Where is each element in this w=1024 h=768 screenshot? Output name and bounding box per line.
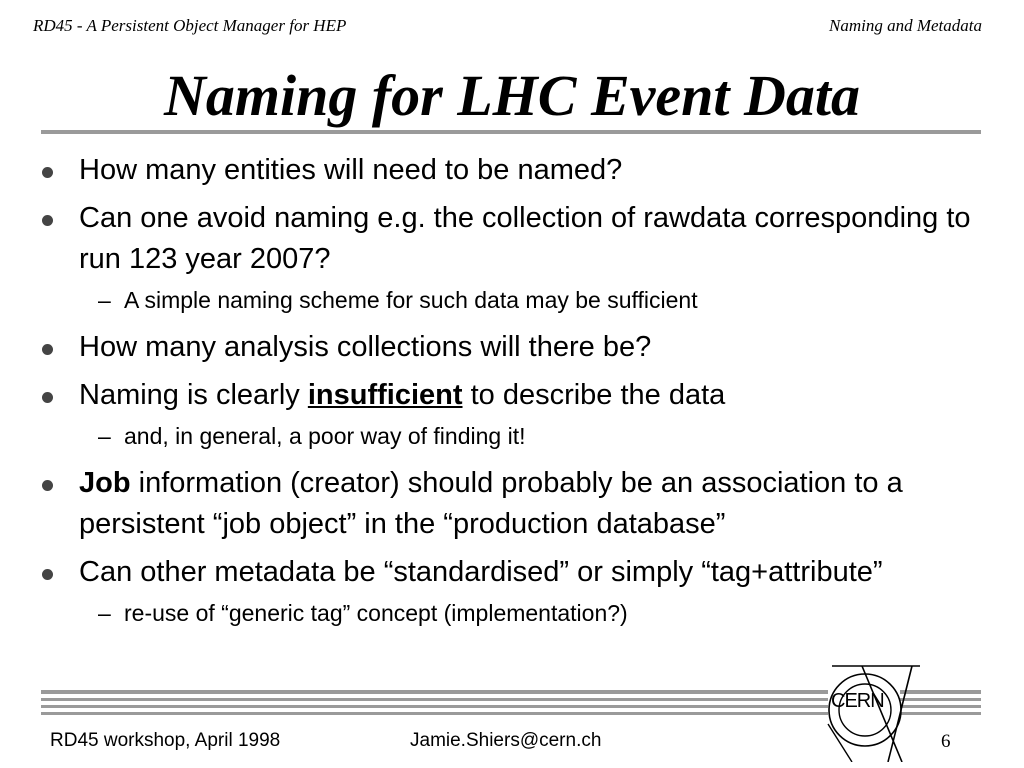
page-number: 6: [941, 731, 951, 752]
bullet-item: [0, 327, 1024, 368]
bullet-dot-icon: [42, 167, 53, 178]
bold-word: Job: [79, 467, 131, 499]
sub-bullet-text: A simple naming scheme for such data may be sufficient: [124, 287, 698, 313]
sub-bullet-item: [0, 285, 1024, 315]
emphasized-word: insufficient: [307, 379, 463, 411]
bullet-text: Can other metadata be “standardised” or simply “tag+attribute”: [79, 556, 883, 588]
bullet-dot-icon: [42, 344, 53, 355]
footer-left-text: RD45 workshop, April 1998: [50, 730, 281, 751]
cern-logo-text: CERN: [831, 690, 884, 712]
bullet-dot-icon: [42, 569, 53, 580]
title-divider: [41, 130, 981, 134]
sub-bullet-dash: –: [98, 287, 111, 313]
bullet-text-post: to describe the data: [462, 379, 726, 411]
sub-bullet-dash: –: [98, 600, 111, 626]
bullet-item: [0, 198, 1024, 280]
sub-bullet-dash: –: [98, 423, 111, 449]
bullet-item: [0, 375, 1024, 416]
bullet-text: How many analysis collections will there be?: [79, 331, 652, 363]
bullet-dot-icon: [42, 215, 53, 226]
bullet-dot-icon: [42, 480, 53, 491]
sub-bullet-text: re-use of “generic tag” concept (implementation?): [124, 600, 628, 626]
bullet-dot-icon: [42, 392, 53, 403]
footer-email: Jamie.Shiers@cern.ch: [410, 730, 602, 751]
sub-bullet-text: and, in general, a poor way of finding it!: [124, 423, 526, 449]
bullet-item: [0, 463, 1024, 545]
slide-title: Naming for LHC Event Data: [163, 63, 861, 128]
header-right-text: Naming and Metadata: [829, 16, 982, 35]
bullet-text-pre: Naming is clearly: [79, 379, 308, 411]
header-left-text: RD45 - A Persistent Object Manager for HEP: [33, 16, 347, 35]
sub-bullet-item: [0, 598, 1024, 628]
sub-bullet-item: [0, 421, 1024, 451]
bullet-item: [0, 552, 1024, 593]
bullet-text-post: information (creator) should probably be an association to a persistent “job object” in the “production database”: [79, 467, 903, 540]
bullet-item: [0, 150, 1024, 191]
bullet-text: How many entities will need to be named?: [79, 154, 623, 186]
bullet-list: [0, 150, 1024, 640]
bullet-text: Can one avoid naming e.g. the collection of rawdata corresponding to run 123 year 2007?: [79, 202, 971, 275]
